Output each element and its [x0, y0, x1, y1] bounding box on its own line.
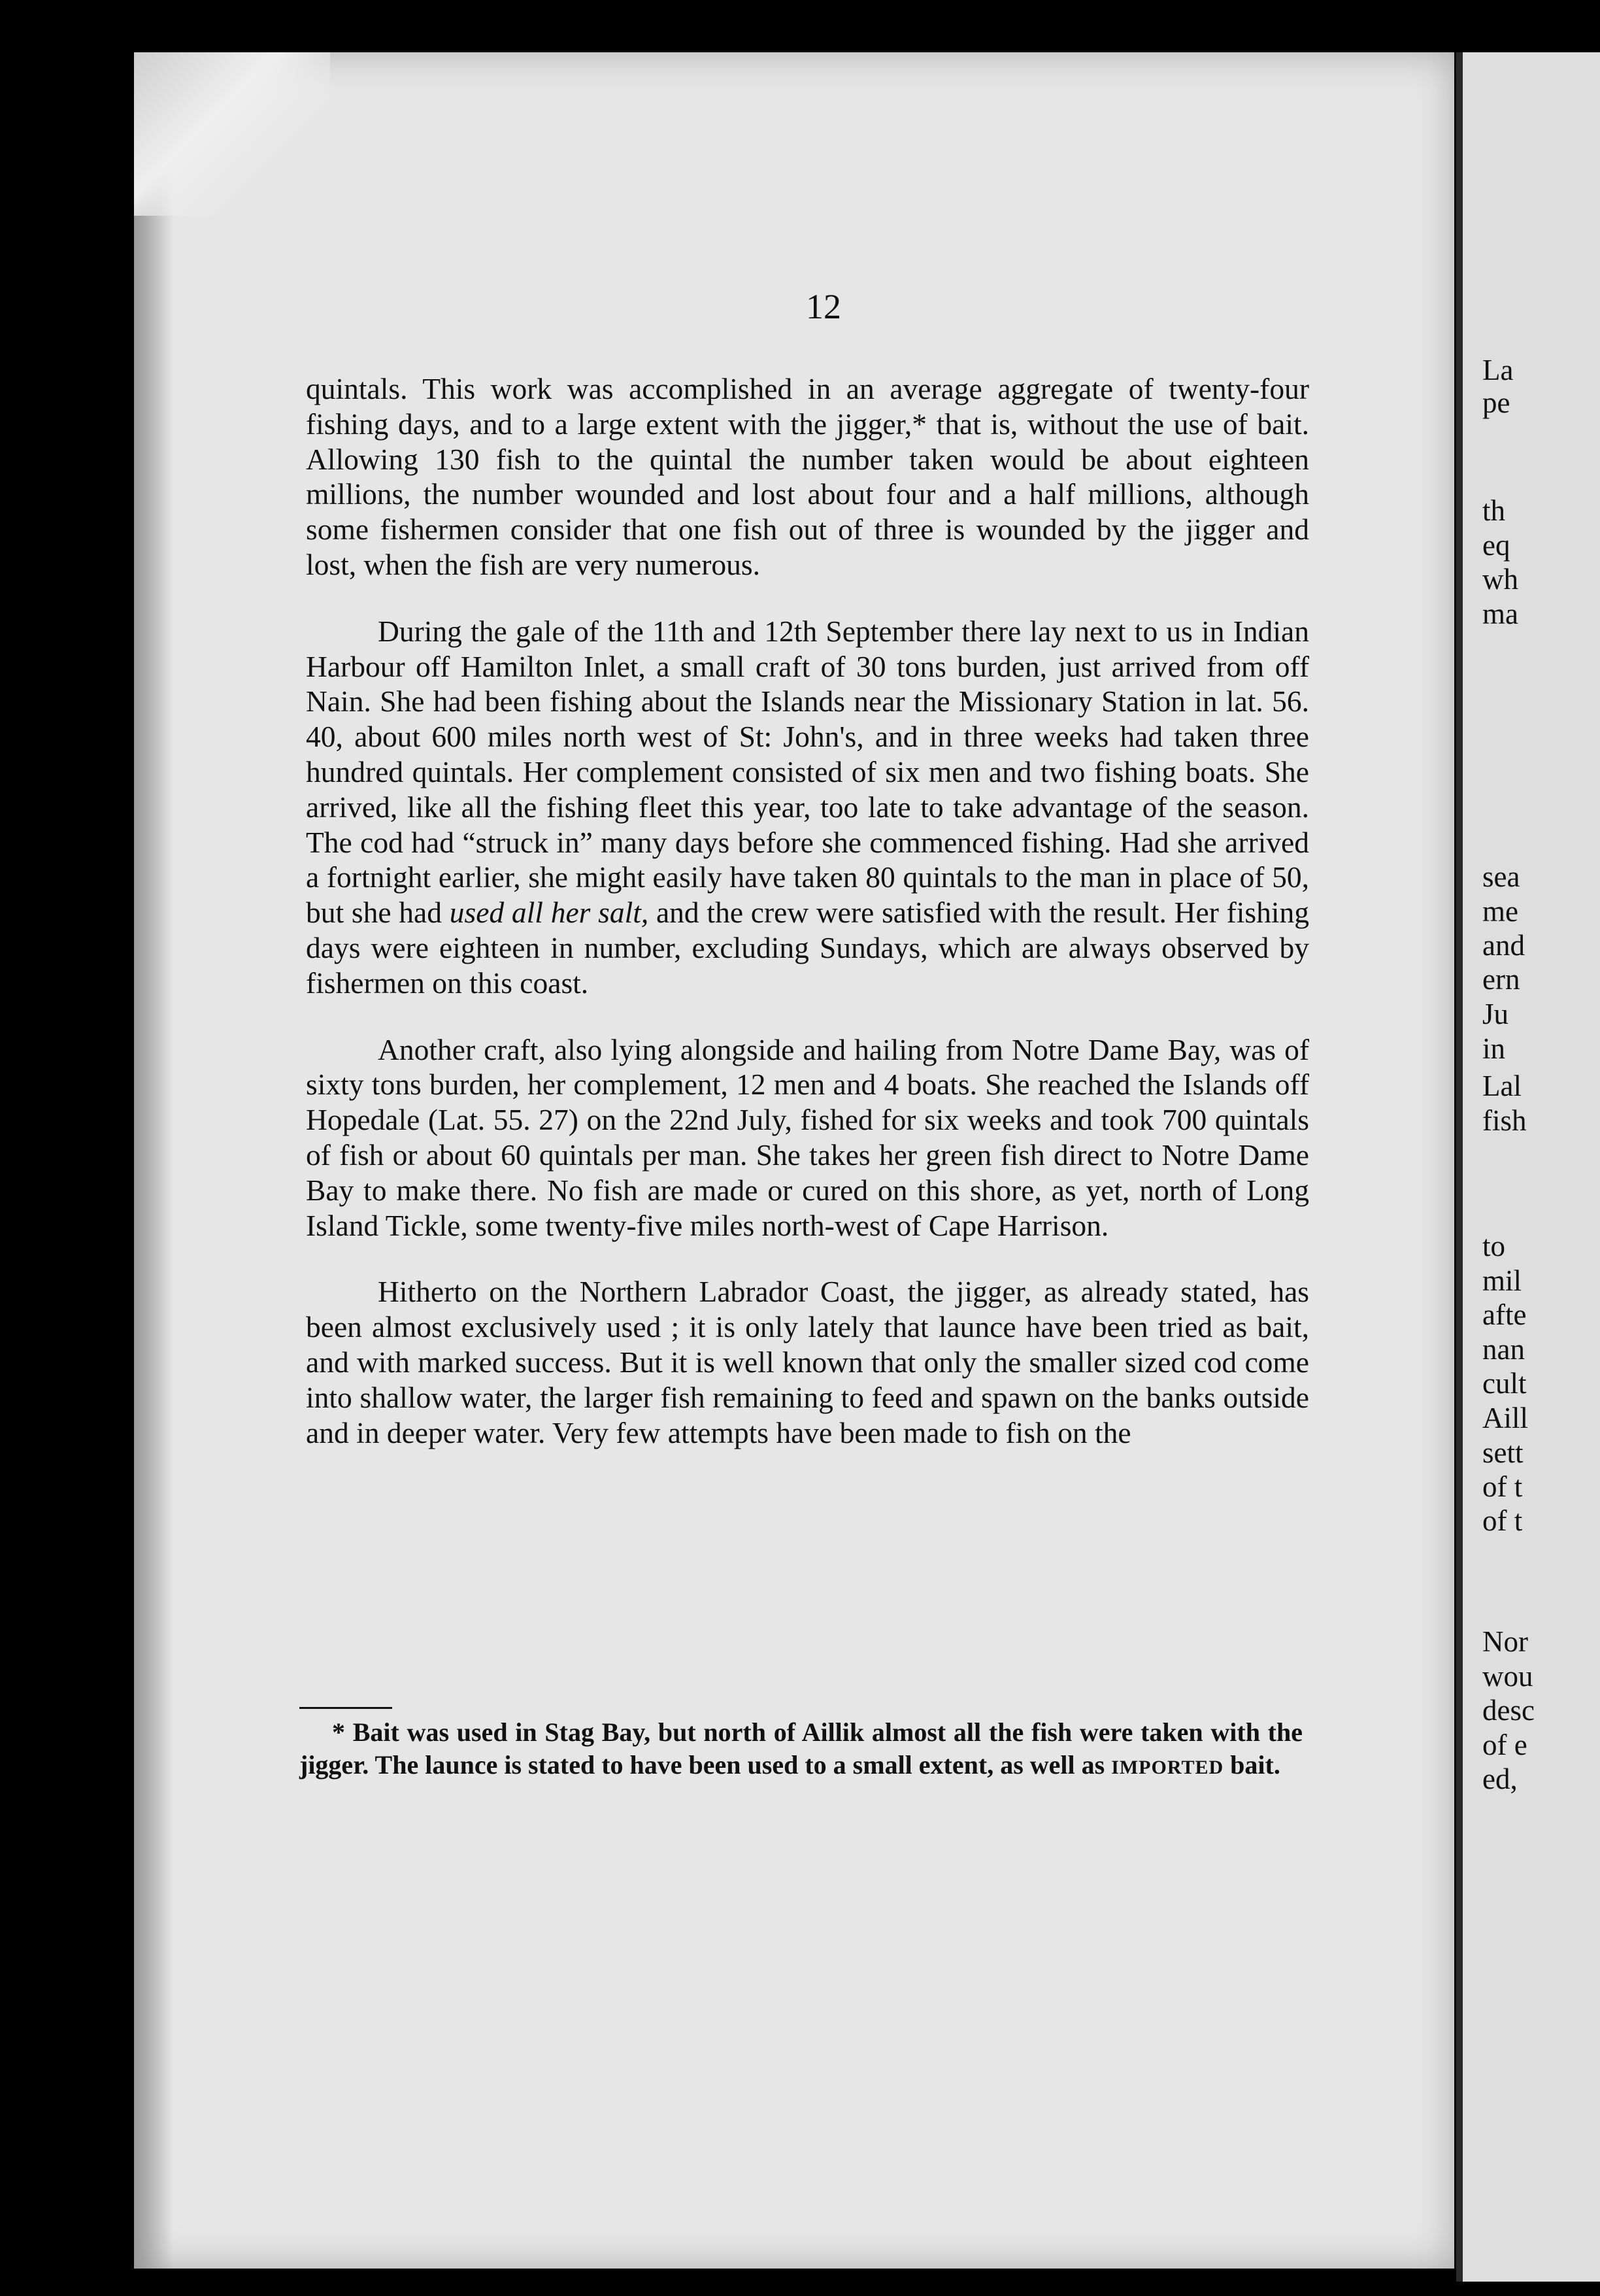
paragraph-2-tail: and the crew were satisfied with the result. Her fishing days were eighteen in number, excluding Sundays, which are always observed by fishermen on this coast. — [306, 896, 1310, 1000]
facing-page-fragment: th — [1482, 494, 1506, 527]
facing-page-fragment: sett — [1482, 1436, 1524, 1469]
facing-page-fragment: ern — [1482, 963, 1520, 996]
facing-page-fragment: of t — [1482, 1504, 1523, 1537]
facing-page-fragment: fish — [1482, 1104, 1527, 1137]
italic-phrase: used all her salt, — [449, 896, 649, 930]
paragraph-1: quintals. This work was accomplished in an average aggregate of twenty-four fishing days, and to a large extent with the jigger,* that is, without the use of bait. Allowing 130 fish to the quintal the number taken would be about eighteen millions, the number wounded and lost about four and a half millions, although some fishermen consider that one fish out of three is wounded by the jigger and lost, when the fish are very numerous. — [306, 372, 1309, 581]
facing-page-edge — [1456, 52, 1600, 2282]
body-text — [306, 371, 1309, 1481]
paragraph-2 — [306, 614, 1309, 1001]
facing-page-fragment: wh — [1482, 563, 1518, 596]
facing-page-fragment: in — [1482, 1032, 1506, 1065]
facing-page-divider — [1456, 52, 1463, 2282]
facing-page-fragment: Nor — [1482, 1625, 1528, 1658]
facing-page-fragment: Ju — [1482, 998, 1509, 1030]
footnote-text: * Bait was used in Stag Bay, but north of Aillik almost all the fish were taken with the jigger. The launce is stated to have been used to a small extent, as well as — [299, 1717, 1303, 1780]
facing-page-fragment: me — [1482, 895, 1518, 928]
paragraph-4: Hitherto on the Northern Labrador Coast, the jigger, as already stated, has been almost exclusively used ; it is only lately that launce have been tried as bait, and with marked success. But it is well known that only the smaller sized cod come into shallow water, the larger fish remaining to feed and spawn on the banks outside and in deeper water. Very few attempts have been made to fish on the — [306, 1275, 1309, 1449]
paragraph-3: Another craft, also lying alongside and hailing from Notre Dame Bay, was of sixty tons burden, her complement, 12 men and 4 boats. She reached the Islands off Hopedale (Lat. 55. 27) on the 22nd July, fished for six weeks and took 700 quintals of fish or about 60 quintals per man. She takes her green fish direct to Notre Dame Bay to make there. No fish are made or cured on this shore, as yet, north of Long Island Tickle, some twenty-five miles north-west of Cape Harrison. — [306, 1032, 1309, 1242]
facing-page-fragment: ed, — [1482, 1763, 1518, 1795]
facing-page-fragment: eq — [1482, 529, 1510, 562]
facing-page-fragment: desc — [1482, 1694, 1535, 1727]
facing-page-fragment: La — [1482, 354, 1514, 386]
facing-page-fragment: Aill — [1482, 1402, 1529, 1434]
facing-page-fragment: nan — [1482, 1333, 1525, 1366]
page-number: 12 — [806, 287, 841, 326]
page-corner-curl — [134, 52, 330, 216]
footnote — [299, 1716, 1303, 1784]
facing-page-fragment: ma — [1482, 598, 1518, 630]
footnote-rule — [299, 1707, 392, 1709]
facing-page-fragment: of t — [1482, 1470, 1523, 1503]
facing-page-fragment: of e — [1482, 1729, 1527, 1761]
paragraph-2-text: During the gale of the 11th and 12th September there lay next to us in Indian Harbour off Hamilton Inlet, a small craft of 30 tons burden, just arrived from off Nain. She had been fishing about the Islands near the Missionary Station in lat. 56. 40, about 600 miles north west of St: John's, and in three weeks had taken three hundred quintals. Her complement consisted of six men and two fishing boats. She arrived, like all the fishing fleet this year, too late to take advantage of the season. The cod had “struck in” many days before she commenced fishing. Had she arrived a fortnight earlier, she might easily have taken 80 quintals to the man in place of 50, but she had — [306, 614, 1309, 930]
facing-page-fragment: Lal — [1482, 1070, 1522, 1102]
facing-page-fragment: pe — [1482, 386, 1510, 419]
facing-page-fragment: mil — [1482, 1264, 1522, 1297]
facing-page-fragment: sea — [1482, 860, 1520, 893]
facing-page-fragment: wou — [1482, 1660, 1533, 1693]
footnote-small-caps: IMPORTED — [1111, 1757, 1224, 1778]
footnote-end: bait. — [1224, 1750, 1280, 1780]
facing-page-fragment: and — [1482, 929, 1525, 962]
facing-page-fragment: to — [1482, 1230, 1506, 1262]
page-gutter-shadow — [134, 52, 173, 2269]
facing-page-fragment: afte — [1482, 1298, 1527, 1331]
facing-page-fragment: cult — [1482, 1367, 1527, 1400]
